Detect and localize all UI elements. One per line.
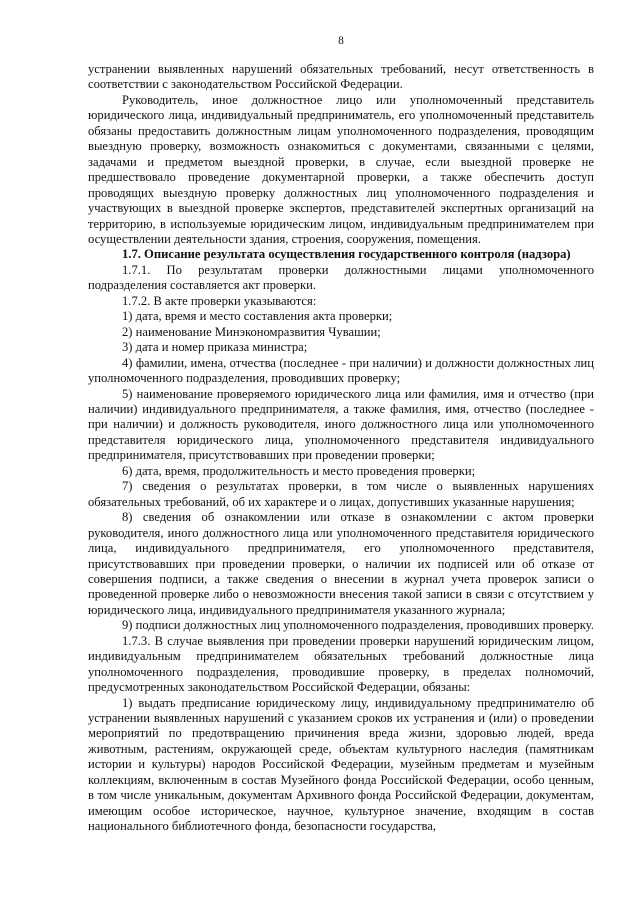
paragraph: 8) сведения об ознакомлении или отказе в ознакомлении с актом проверки руководителя, иного должностного лица или уполномоченного представителя юридического лица, индивидуального предпринимателя, его уполномоченного представителя, присутствовавших при проведении проверки, о наличии их подписей или об отказе от совершения подписи, а также сведения о внесении в журнал учета проверок записи о проведенной проверке либо о невозможности внесения такой записи в связи с отсутствием у юридического лица, индивидуального предпринимателя указанного журнала; [88, 510, 594, 617]
section-heading: 1.7. Описание результата осуществления государственного контроля (надзора) [122, 247, 571, 262]
paragraph: 4) фамилии, имена, отчества (последнее - при наличии) и должности должностных лиц уполномоченного подразделения, проводивших проверку; [88, 355, 594, 386]
page-number: 8 [338, 35, 344, 47]
paragraph: 1.7.2. В акте проверки указываются: [122, 293, 317, 308]
paragraph: 3) дата и номер приказа министра; [122, 340, 308, 355]
paragraph: 9) подписи должностных лиц уполномоченного подразделения, проводивших проверку. [122, 618, 594, 633]
paragraph: 1.7.3. В случае выявления при проведении проверки нарушений юридическим лицом, индивидуальным предпринимателем обязательных требований должностные лица уполномоченного подразделения, проводившие проверку, в пределах полномочий, предусмотренных законодательством Российской Федерации, обязаны: [88, 633, 594, 695]
paragraph: 5) наименование проверяемого юридического лица или фамилия, имя и отчество (при наличии) индивидуального предпринимателя, а также фамилия, имя, отчество (последнее - при наличии) и должность руководителя, иного должностного лица или уполномоченного представителя юридического лица, уполномоченного представителя индивидуального предпринимателя, присутствовавших при проведении проверки; [88, 386, 594, 463]
paragraph: 2) наименование Минэкономразвития Чувашии; [122, 324, 381, 339]
paragraph: 1) выдать предписание юридическому лицу, индивидуальному предпринимателю об устранении выявленных нарушений с указанием сроков их устранения и (или) о проведении мероприятий по предотвращению причинения вреда жизни, здоровью людей, вреда животным, растениям, окружающей среде, объектам культурного наследия (памятникам истории и культуры) народов Российской Федерации, музейным предметам и музейным коллекциям, включенным в состав Музейного фонда Российской Федерации, особо ценным, в том числе уникальным, документам Архивного фонда Российской Федерации, документам, имеющим особое историческое, научное, культурное значение, входящим в состав национального библиотечного фонда, безопасности государства, [88, 695, 594, 834]
paragraph: 6) дата, время, продолжительность и место проведения проверки; [122, 463, 476, 478]
paragraph: устранении выявленных нарушений обязательных требований, несут ответственность в соответствии с законодательством Российской Федерации. [88, 62, 594, 92]
document-body [88, 62, 594, 835]
paragraph: 1.7.1. По результатам проверки должностными лицами уполномоченного подразделения составляется акт проверки. [88, 262, 594, 293]
document-page [88, 34, 594, 835]
paragraph: 7) сведения о результатах проверки, в том числе о выявленных нарушениях обязательных требований, об их характере и о лицах, допустивших указанные нарушения; [88, 479, 594, 509]
paragraph: 1) дата, время и место составления акта проверки; [122, 309, 393, 324]
paragraph: Руководитель, иное должностное лицо или уполномоченный представитель юридического лица, индивидуальный предприниматель, его уполномоченный представитель обязаны предоставить должностным лицам уполномоченного подразделения, проводящим выездную проверку, возможность ознакомиться с документами, связанными с целями, задачами и предметом выездной проверки, в случае, если выездной проверке не предшествовало проведение документарной проверки, а также обеспечить доступ проводящих выездную проверку должностных лиц уполномоченного подразделения и участвующих в выездной проверке экспертов, представителей экспертных организаций на территорию, в используемые юридическим лицом, индивидуальным предпринимателем при осуществлении деятельности здания, строения, сооружения, помещения. [88, 92, 594, 246]
